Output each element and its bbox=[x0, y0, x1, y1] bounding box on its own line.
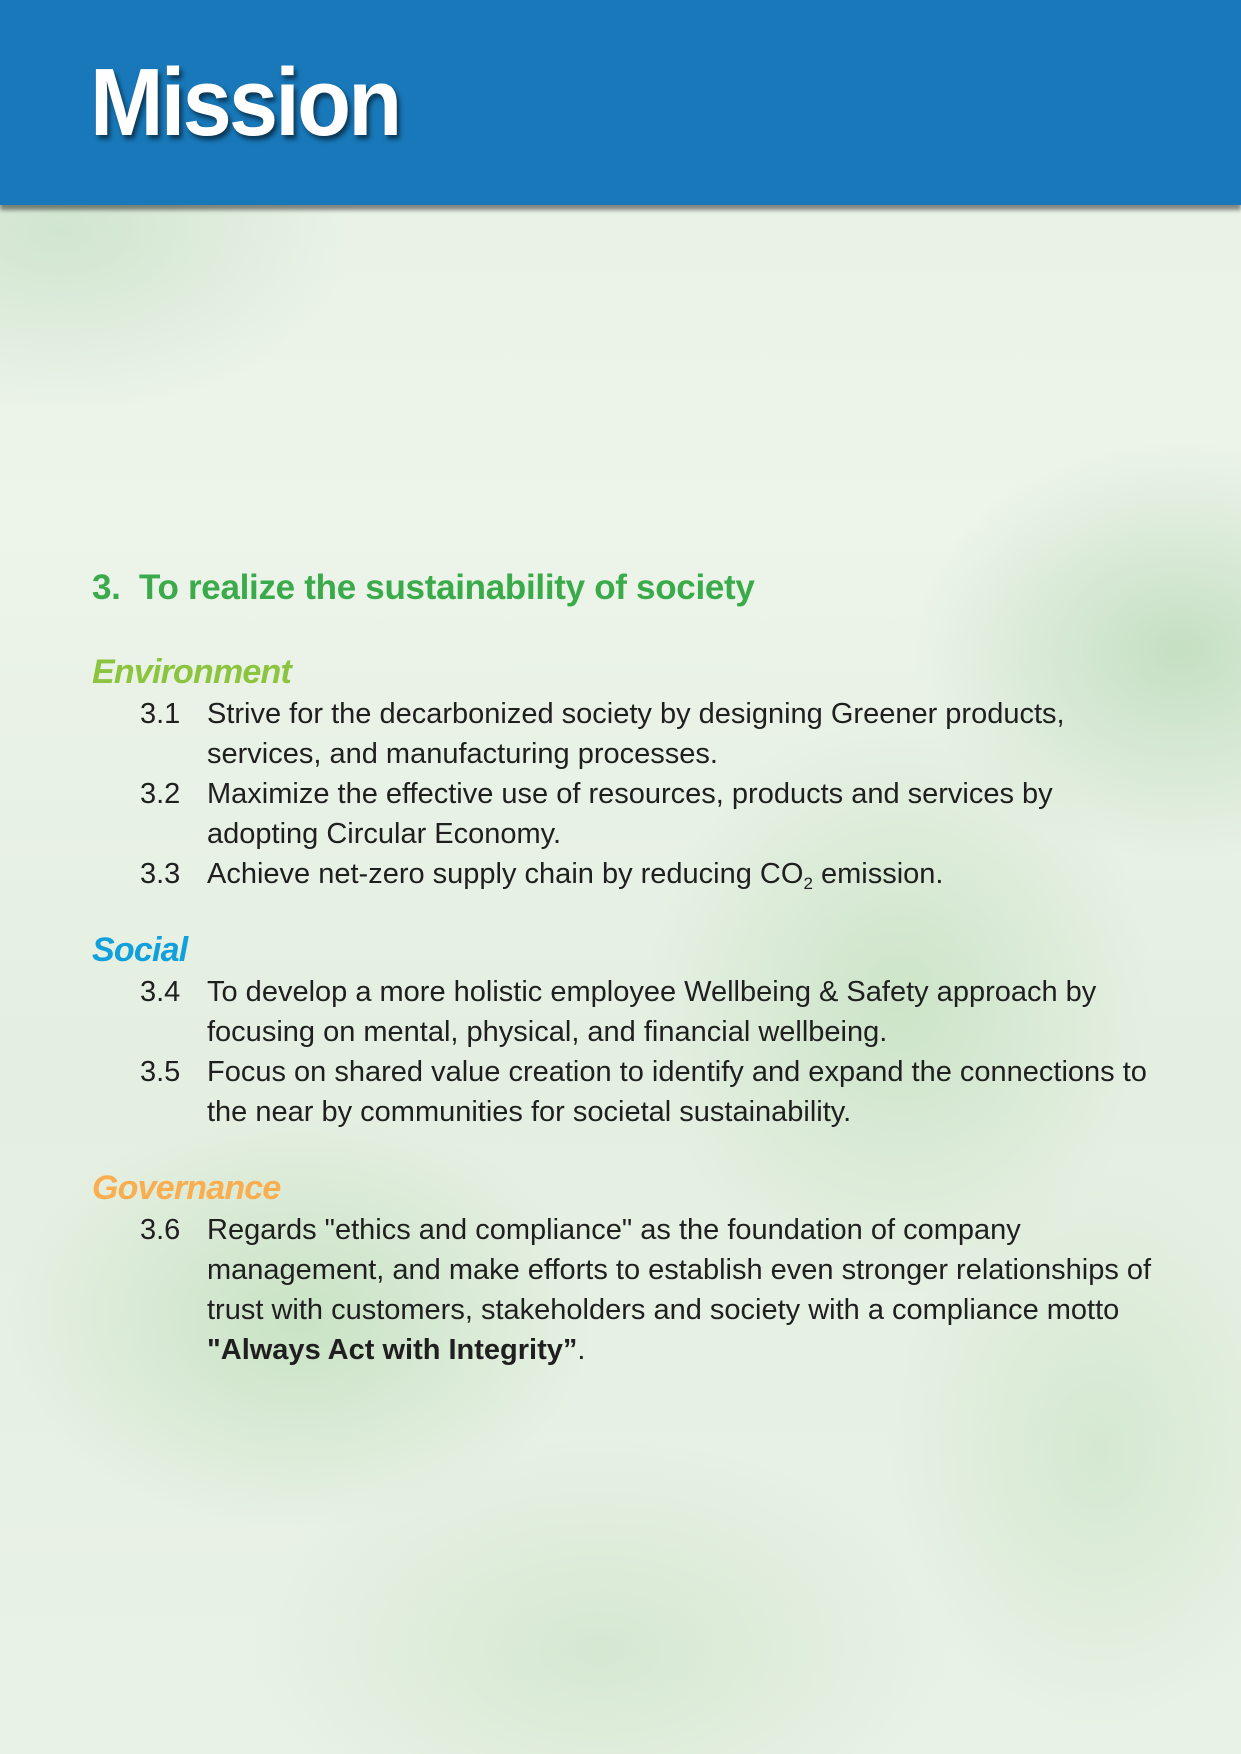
item-number: 3.6 bbox=[140, 1214, 181, 1246]
item-text bbox=[207, 854, 1167, 894]
item-text: To develop a more holistic employee Wellbeing & Safety approach by focusing on mental, physical, and financial wellbeing. bbox=[207, 976, 1097, 1048]
environment-group bbox=[92, 650, 1172, 894]
list-item bbox=[92, 774, 1172, 854]
list-item bbox=[92, 694, 1172, 774]
governance-title: Governance bbox=[92, 1169, 281, 1207]
section-heading bbox=[92, 560, 1172, 616]
social-title: Social bbox=[92, 931, 188, 969]
section-number: 3. bbox=[92, 568, 121, 607]
item-number: 3.5 bbox=[140, 1056, 181, 1088]
mission-content bbox=[92, 560, 1172, 1370]
compliance-motto: "Always Act with Integrity” bbox=[207, 1334, 578, 1366]
item-text bbox=[207, 1210, 1167, 1370]
list-item bbox=[92, 1052, 1172, 1132]
page-title: Mission bbox=[90, 49, 400, 156]
item-text-after: . bbox=[577, 1334, 586, 1366]
item-text-after: emission. bbox=[812, 858, 944, 890]
governance-list bbox=[92, 1210, 1172, 1370]
list-item bbox=[92, 854, 1172, 894]
item-text-before: Regards "ethics and compliance" as the foundation of company management, and make efforts to establish even stronger relationships of trust with customers, stakeholders and society with a compliance motto bbox=[207, 1214, 1152, 1326]
social-group bbox=[92, 928, 1172, 1132]
item-number: 3.3 bbox=[140, 858, 181, 890]
item-text: Focus on shared value creation to identify and expand the connections to the near by communities for societal sustainability. bbox=[207, 1056, 1147, 1128]
environment-title: Environment bbox=[92, 653, 292, 691]
page-header bbox=[0, 0, 1241, 205]
item-text: Maximize the effective use of resources, products and services by adopting Circular Economy. bbox=[207, 778, 1053, 850]
governance-group bbox=[92, 1166, 1172, 1370]
co2-subscript: 2 bbox=[803, 874, 813, 893]
item-text: Strive for the decarbonized society by designing Greener products, services, and manufacturing processes. bbox=[207, 698, 1065, 770]
environment-list bbox=[92, 694, 1172, 894]
item-number: 3.4 bbox=[140, 976, 181, 1008]
list-item bbox=[92, 1210, 1172, 1370]
item-number: 3.1 bbox=[140, 698, 181, 730]
list-item bbox=[92, 972, 1172, 1052]
item-text-before: Achieve net-zero supply chain by reducing CO bbox=[207, 858, 804, 890]
social-list bbox=[92, 972, 1172, 1132]
item-number: 3.2 bbox=[140, 778, 181, 810]
section-title: To realize the sustainability of society bbox=[139, 568, 755, 607]
